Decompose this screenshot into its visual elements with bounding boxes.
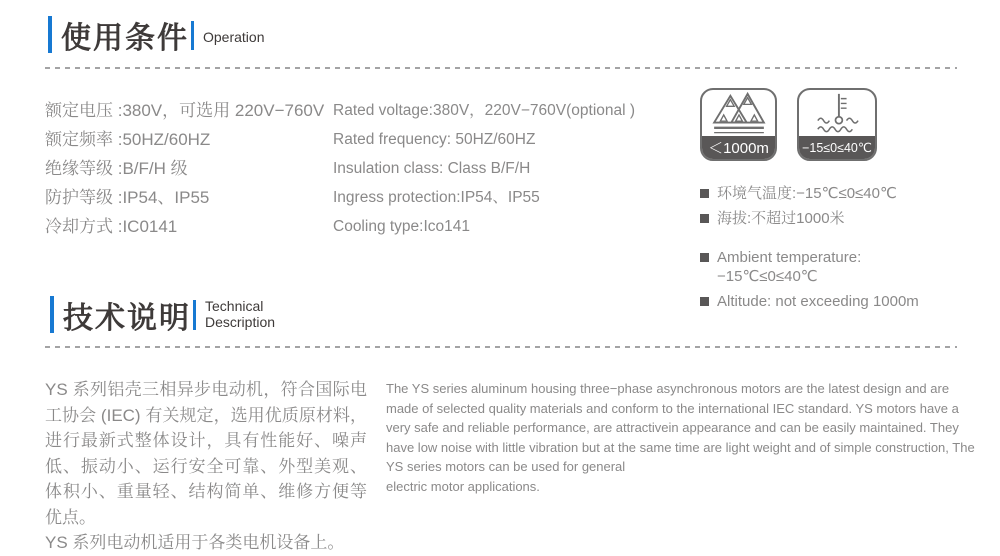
spec-row: 额定电压 :380V，可选用 220V−760V: [45, 101, 325, 120]
bullet-label: 海拔:不超过1000米: [717, 210, 845, 227]
bullet-label: Altitude: not exceeding 1000m: [717, 293, 919, 310]
description-en-line: have low noise with little vibration but at the same time are light weight and of simple construction, The: [386, 439, 975, 455]
description-en: [386, 379, 975, 496]
square-bullet-icon: [700, 297, 709, 306]
spec-row: Rated frequency: 50HZ/60HZ: [333, 131, 536, 148]
description-zh-main: YS 系列铝壳三相异步电动机，符合国际电工协会 (IEC) 有关规定，选用优质原材料，进行最新式整体设计，具有性能好、噪声低、振动小、运行安全可靠、外型美观、体积小、重量轻、结构简单、维修方便等优点。: [45, 380, 367, 527]
spec-row: 额定频率 :50HZ/60HZ: [45, 130, 211, 149]
thermometer-pictogram: [799, 90, 875, 136]
spec-row: Cooling type:Ico141: [333, 218, 471, 235]
spec-row: Rated voltage:380V，220V−760V(optional ): [333, 102, 636, 119]
section-title-en-line2: Description: [205, 314, 276, 330]
temperature-label: −15≤0≤40℃: [799, 136, 875, 159]
bullet-label-line2: −15℃≤0≤40℃: [717, 268, 818, 285]
accent-bar: [48, 16, 52, 53]
bullet-item: [700, 292, 990, 311]
spec-row: Insulation class: Class B/F/H: [333, 160, 531, 177]
section-title-en: [205, 298, 275, 330]
accent-bar: [193, 300, 196, 330]
bullet-item: [700, 184, 990, 203]
spec-row: 防护等级 :IP54、IP55: [45, 188, 210, 207]
section-title-zh: 技术说明: [63, 302, 191, 335]
description-en-line: made of selected quality materials and conform to the international IEC standard. YS motors have a: [386, 400, 959, 416]
description-en-line: electric motor applications.: [386, 478, 540, 494]
spec-row: 绝缘等级 :B/F/H 级: [45, 159, 188, 178]
altitude-mountains-icon: [700, 88, 777, 161]
bullet-label: 环境气温度:−15℃≤0≤40℃: [717, 185, 897, 202]
description-en-line: The YS series aluminum housing three−phase asynchronous motors are the latest design and are: [386, 381, 950, 396]
dashed-divider: [45, 67, 957, 69]
bullet-item: [700, 248, 990, 267]
altitude-label: ＜1000m: [702, 136, 775, 159]
spec-list-zh: [45, 96, 324, 241]
section-title-en-line1: Technical: [205, 298, 264, 314]
accent-bar: [191, 21, 194, 50]
bullet-label: Ambient temperature:: [717, 249, 862, 266]
accent-bar: [50, 296, 54, 333]
section-title-en: Operation: [203, 29, 265, 45]
description-zh: [45, 377, 367, 556]
square-bullet-icon: [700, 189, 709, 198]
spec-row: Ingress protection:IP54、IP55: [333, 189, 540, 206]
square-bullet-icon: [700, 214, 709, 223]
section-title-zh: 使用条件: [61, 22, 189, 55]
condition-bullet-list: [700, 184, 990, 317]
description-zh-last: YS 系列电动机适用于各类电机设备上。: [45, 533, 345, 552]
spec-list-en: [333, 96, 635, 241]
spacer: [700, 234, 990, 248]
description-en-line: YS series motors can be used for general: [386, 459, 626, 474]
description-en-line: very safe and reliable performance, are attractivein appearance and can be easily maintained. They: [386, 420, 959, 435]
temperature-thermometer-icon: [797, 88, 877, 161]
bullet-item: [700, 209, 990, 228]
spec-row: 冷却方式 :IC0141: [45, 217, 178, 236]
square-bullet-icon: [700, 253, 709, 262]
mountains-pictogram: [702, 90, 775, 136]
dashed-divider: [45, 346, 957, 348]
